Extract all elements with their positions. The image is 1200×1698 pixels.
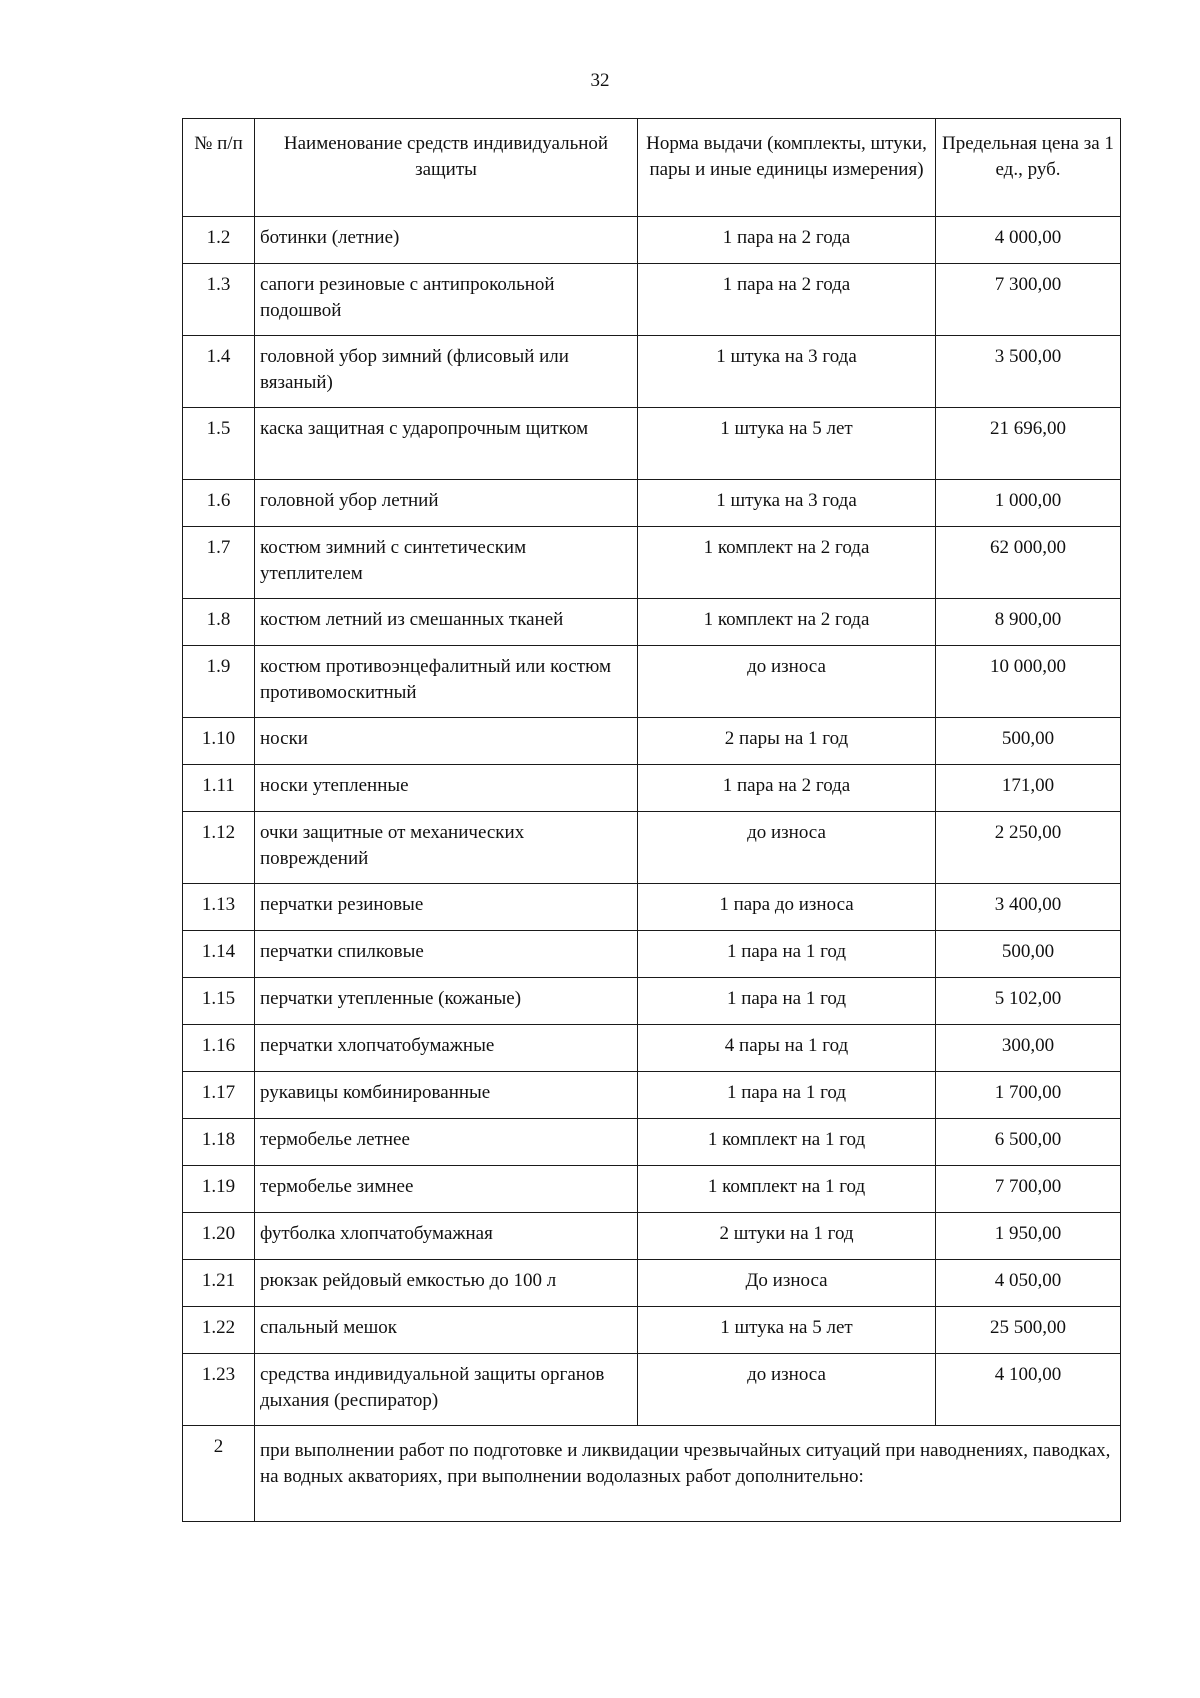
table-row	[183, 765, 1121, 812]
section-text: при выполнении работ по подготовке и ликвидации чрезвычайных ситуаций при наводнениях, паводках, на водных акваториях, при выполнении водолазных работ дополнительно:	[255, 1426, 1121, 1522]
row-num: 1.13	[183, 884, 255, 931]
row-norm: 1 пара на 2 года	[638, 264, 936, 336]
row-price: 171,00	[936, 765, 1121, 812]
row-num: 1.11	[183, 765, 255, 812]
row-price: 10 000,00	[936, 646, 1121, 718]
row-price: 1 700,00	[936, 1072, 1121, 1119]
row-norm: до износа	[638, 1354, 936, 1426]
section-row	[183, 1426, 1121, 1522]
row-norm: 1 комплект на 1 год	[638, 1166, 936, 1213]
row-price: 1 950,00	[936, 1213, 1121, 1260]
table-body	[183, 217, 1121, 1426]
table-row	[183, 1354, 1121, 1426]
row-name: термобелье зимнее	[255, 1166, 638, 1213]
row-name: головной убор летний	[255, 480, 638, 527]
section-num: 2	[183, 1426, 255, 1522]
row-num: 1.2	[183, 217, 255, 264]
row-name: перчатки утепленные (кожаные)	[255, 978, 638, 1025]
table-row	[183, 217, 1121, 264]
row-num: 1.19	[183, 1166, 255, 1213]
row-num: 1.21	[183, 1260, 255, 1307]
row-name: рюкзак рейдовый емкостью до 100 л	[255, 1260, 638, 1307]
table-row	[183, 1307, 1121, 1354]
row-name: перчатки спилковые	[255, 931, 638, 978]
row-num: 1.18	[183, 1119, 255, 1166]
row-num: 1.6	[183, 480, 255, 527]
row-norm: 1 пара на 1 год	[638, 1072, 936, 1119]
row-price: 7 300,00	[936, 264, 1121, 336]
row-name: перчатки хлопчатобумажные	[255, 1025, 638, 1072]
row-num: 1.3	[183, 264, 255, 336]
row-num: 1.20	[183, 1213, 255, 1260]
row-norm: 1 комплект на 2 года	[638, 599, 936, 646]
row-price: 4 000,00	[936, 217, 1121, 264]
row-price: 25 500,00	[936, 1307, 1121, 1354]
row-norm: 1 штука на 3 года	[638, 336, 936, 408]
row-price: 500,00	[936, 718, 1121, 765]
header-price: Предельная цена за 1 ед., руб.	[936, 119, 1121, 217]
row-num: 1.16	[183, 1025, 255, 1072]
row-price: 5 102,00	[936, 978, 1121, 1025]
row-num: 1.7	[183, 527, 255, 599]
row-norm: 1 пара на 2 года	[638, 765, 936, 812]
table-row	[183, 1025, 1121, 1072]
table-row	[183, 931, 1121, 978]
row-num: 1.14	[183, 931, 255, 978]
row-num: 1.17	[183, 1072, 255, 1119]
row-norm: 1 пара на 1 год	[638, 931, 936, 978]
table-row	[183, 336, 1121, 408]
row-price: 3 500,00	[936, 336, 1121, 408]
row-norm: 1 штука на 5 лет	[638, 408, 936, 480]
row-num: 1.15	[183, 978, 255, 1025]
header-norm: Норма выдачи (комплекты, штуки, пары и иные единицы измерения)	[638, 119, 936, 217]
row-norm: 2 пары на 1 год	[638, 718, 936, 765]
row-price: 4 100,00	[936, 1354, 1121, 1426]
row-num: 1.12	[183, 812, 255, 884]
row-price: 2 250,00	[936, 812, 1121, 884]
row-name: костюм противоэнцефалитный или костюм противомоскитный	[255, 646, 638, 718]
row-name: носки	[255, 718, 638, 765]
row-norm: 1 комплект на 2 года	[638, 527, 936, 599]
row-name: головной убор зимний (флисовый или вязаный)	[255, 336, 638, 408]
row-norm: 4 пары на 1 год	[638, 1025, 936, 1072]
table-row	[183, 884, 1121, 931]
row-price: 21 696,00	[936, 408, 1121, 480]
row-price: 4 050,00	[936, 1260, 1121, 1307]
row-norm: 2 штуки на 1 год	[638, 1213, 936, 1260]
table-row	[183, 978, 1121, 1025]
table-row	[183, 646, 1121, 718]
row-name: костюм зимний с синтетическим утеплителем	[255, 527, 638, 599]
row-name: средства индивидуальной защиты органов дыхания (респиратор)	[255, 1354, 638, 1426]
row-num: 1.4	[183, 336, 255, 408]
row-price: 300,00	[936, 1025, 1121, 1072]
table-row	[183, 812, 1121, 884]
row-price: 3 400,00	[936, 884, 1121, 931]
table-row	[183, 1119, 1121, 1166]
row-norm: 1 пара на 1 год	[638, 978, 936, 1025]
row-name: сапоги резиновые с антипрокольной подошвой	[255, 264, 638, 336]
header-num: № п/п	[183, 119, 255, 217]
row-price: 500,00	[936, 931, 1121, 978]
row-num: 1.23	[183, 1354, 255, 1426]
ppe-norms-table	[182, 118, 1121, 1522]
row-name: носки утепленные	[255, 765, 638, 812]
table-header-row	[183, 119, 1121, 217]
row-norm: до износа	[638, 646, 936, 718]
row-norm: До износа	[638, 1260, 936, 1307]
row-name: перчатки резиновые	[255, 884, 638, 931]
row-price: 8 900,00	[936, 599, 1121, 646]
row-norm: 1 штука на 3 года	[638, 480, 936, 527]
row-norm: 1 пара на 2 года	[638, 217, 936, 264]
row-name: рукавицы комбинированные	[255, 1072, 638, 1119]
row-norm: 1 комплект на 1 год	[638, 1119, 936, 1166]
table-row	[183, 718, 1121, 765]
table-row	[183, 1166, 1121, 1213]
row-norm: 1 пара до износа	[638, 884, 936, 931]
row-price: 7 700,00	[936, 1166, 1121, 1213]
table-row	[183, 527, 1121, 599]
table-row	[183, 480, 1121, 527]
row-name: каска защитная с ударопрочным щитком	[255, 408, 638, 480]
page-number: 32	[590, 70, 610, 91]
row-name: футболка хлопчатобумажная	[255, 1213, 638, 1260]
table-row	[183, 1260, 1121, 1307]
table-row	[183, 264, 1121, 336]
row-name: спальный мешок	[255, 1307, 638, 1354]
row-num: 1.10	[183, 718, 255, 765]
header-name: Наименование средств индивидуальной защиты	[255, 119, 638, 217]
row-name: очки защитные от механических повреждений	[255, 812, 638, 884]
table-row	[183, 408, 1121, 480]
row-num: 1.22	[183, 1307, 255, 1354]
row-name: термобелье летнее	[255, 1119, 638, 1166]
row-name: ботинки (летние)	[255, 217, 638, 264]
table-row	[183, 1213, 1121, 1260]
row-num: 1.5	[183, 408, 255, 480]
row-norm: 1 штука на 5 лет	[638, 1307, 936, 1354]
row-price: 1 000,00	[936, 480, 1121, 527]
row-num: 1.9	[183, 646, 255, 718]
row-norm: до износа	[638, 812, 936, 884]
row-price: 62 000,00	[936, 527, 1121, 599]
row-name: костюм летний из смешанных тканей	[255, 599, 638, 646]
row-price: 6 500,00	[936, 1119, 1121, 1166]
table-row	[183, 599, 1121, 646]
table-row	[183, 1072, 1121, 1119]
row-num: 1.8	[183, 599, 255, 646]
